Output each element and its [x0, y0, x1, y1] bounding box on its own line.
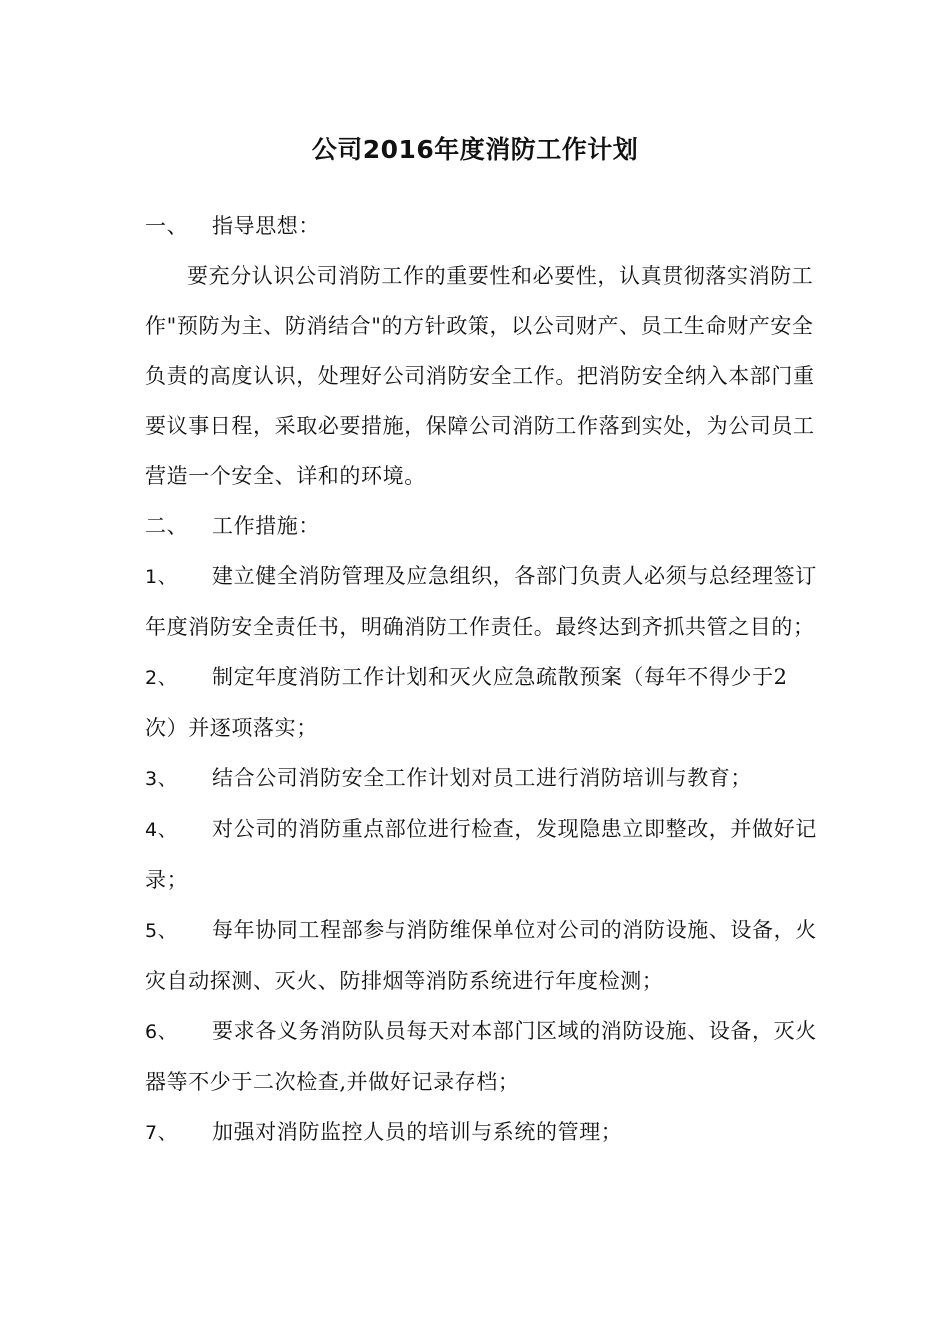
document-title: 公司2016年度消防工作计划: [311, 135, 639, 164]
list-item-number: 7、: [145, 1122, 178, 1144]
list-item: [145, 905, 817, 1006]
list-item-text: 结合公司消防安全工作计划对员工进行消防培训与教育；: [212, 766, 752, 790]
list-item-text: 每年协同工程部参与消防维保单位对公司的消防设施、设备，火灾自动探测、灭火、防排烟等消防系统进行年度检测；: [145, 918, 817, 993]
list-item-text: 要求各义务消防队员每天对本部门区域的消防设施、设备，灭火器等不少于二次检查,并做好记录存档；: [145, 1019, 817, 1094]
list-item: [145, 804, 817, 905]
section-heading-text: 指导思想：: [212, 214, 320, 238]
list-item-number: 3、: [145, 768, 178, 790]
list-item-text: 制定年度消防工作计划和灭火应急疏散预案（每年不得少于2次）并逐项落实；: [145, 665, 788, 740]
list-item: [145, 652, 817, 753]
list-item-text: 建立健全消防管理及应急组织，各部门负责人必须与总经理签订年度消防安全责任书，明确消防工作责任。最终达到齐抓共管之目的；: [145, 564, 817, 639]
list-item-number: 4、: [145, 819, 178, 841]
list-item-number: 1、: [145, 566, 178, 588]
list-item-text: 对公司的消防重点部位进行检查，发现隐患立即整改，并做好记录；: [145, 817, 817, 892]
list-item-number: 5、: [145, 920, 178, 942]
list-item: [145, 753, 817, 804]
list-item: [145, 1006, 817, 1107]
document-body: [145, 201, 817, 1158]
section-heading-text: 工作措施：: [212, 514, 320, 538]
list-item-number: 2、: [145, 667, 178, 689]
list-item: [145, 1107, 817, 1158]
list-item-text: 加强对消防监控人员的培训与系统的管理；: [212, 1120, 623, 1144]
section-number: 一、: [145, 214, 189, 238]
guiding-thought-paragraph: 要充分认识公司消防工作的重要性和必要性，认真贯彻落实消防工作"预防为主、防消结合"的方针政策，以公司财产、员工生命财产安全负责的高度认识，处理好公司消防安全工作。把消防安全纳入本部门重要议事日程，采取必要措施，保障公司消防工作落到实处，为公司员工营造一个安全、详和的环境。: [145, 264, 815, 488]
list-item: [145, 551, 817, 652]
section-heading-measures: [145, 501, 817, 551]
list-item-number: 6、: [145, 1021, 178, 1043]
section-heading-guiding-thought: [145, 201, 817, 251]
section-number: 二、: [145, 514, 189, 538]
